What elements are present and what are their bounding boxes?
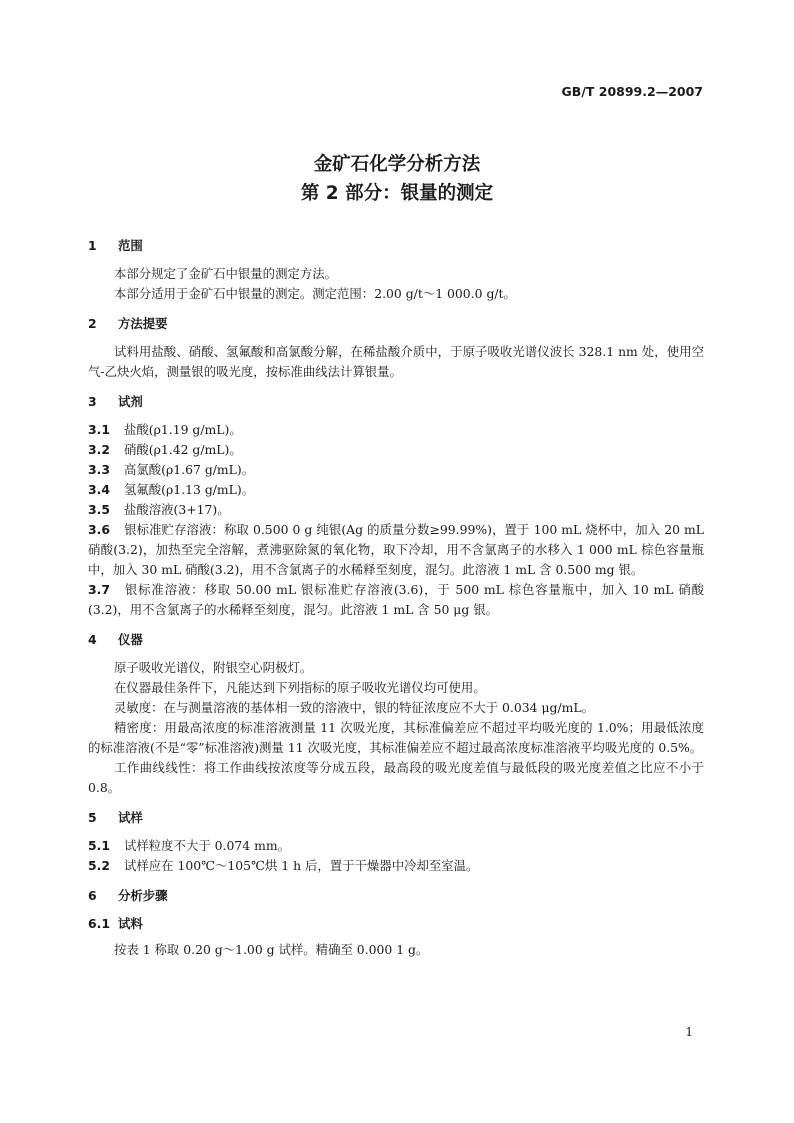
- section-heading-reagents: [88, 392, 704, 412]
- sample-item: [88, 856, 704, 876]
- item-text: 氢氟酸(ρ1.13 g/mL)。: [124, 482, 255, 497]
- subsection-number: 6.1: [88, 916, 110, 931]
- subsection-title: 试料: [118, 916, 143, 931]
- standard-code: GB/T 20899.2—2007: [561, 84, 703, 99]
- section-heading-principle: [88, 314, 704, 334]
- reagent-item: [88, 420, 704, 440]
- item-number: 5.2: [88, 858, 110, 873]
- section-title: 方法提要: [118, 316, 168, 331]
- item-text: 银标准贮存溶液：称取 0.500 0 g 纯银(Ag 的质量分数≥99.99%)，置于 100 mL 烧杯中，加入 20 mL 硝酸(3.2)，加热至完全溶解，煮沸驱除氮的氧化物，取下冷却，用不含氯离子的水移入 1 000 mL 棕色容量瓶中，加入 30 mL 硝酸(3.2)，用不含氯离子的水稀释至刻度，混匀。此溶液 1 mL 含 0.500 mg 银。: [88, 522, 704, 577]
- item-text: 银标准溶液：移取 50.00 mL 银标准贮存溶液(3.6)，于 500 mL 棕色容量瓶中，加入 10 mL 硝酸(3.2)，用不含氯离子的水稀释至刻度，混匀。此溶液 1 mL 含 50 μg 银。: [88, 582, 704, 617]
- subsection-heading-test-portion: [88, 914, 704, 934]
- item-text: 硝酸(ρ1.42 g/mL)。: [124, 442, 242, 457]
- reagent-item: [88, 500, 704, 520]
- section-heading-apparatus: [88, 630, 704, 650]
- item-text: 试样应在 100℃～105℃烘 1 h 后，置于干燥器中冷却至室温。: [124, 858, 479, 873]
- item-number: 3.7: [88, 582, 110, 597]
- section-title: 分析步骤: [118, 888, 168, 903]
- item-text: 试样粒度不大于 0.074 mm。: [124, 838, 290, 853]
- section-number: 5: [88, 810, 97, 825]
- sample-item: [88, 836, 704, 856]
- paragraph: 本部分适用于金矿石中银量的测定。测定范围：2.00 g/t～1 000.0 g/t。: [114, 286, 516, 301]
- section-number: 3: [88, 394, 97, 409]
- paragraph: 在仪器最佳条件下，凡能达到下列指标的原子吸收光谱仪均可使用。: [114, 680, 486, 695]
- item-number: 5.1: [88, 838, 110, 853]
- section-number: 4: [88, 632, 97, 647]
- section-number: 1: [88, 238, 97, 253]
- paragraph: 精密度：用最高浓度的标准溶液测量 11 次吸光度，其标准偏差应不超过平均吸光度的 1.0%；用最低浓度的标准溶液(不是“零”标准溶液)测量 11 次吸光度，其标准偏差应不超过最高浓度标准溶液平均吸光度的 0.5%。: [88, 720, 704, 755]
- paragraph: 按表 1 称取 0.20 g～1.00 g 试样。精确至 0.000 1 g。: [114, 942, 429, 957]
- reagent-item: [88, 440, 704, 460]
- paragraph: 灵敏度：在与测量溶液的基体相一致的溶液中，银的特征浓度应不大于 0.034 μg/mL。: [114, 700, 594, 715]
- item-number: 3.1: [88, 422, 110, 437]
- reagent-item: [88, 520, 704, 580]
- document-body: [88, 236, 704, 960]
- section-heading-scope: [88, 236, 704, 256]
- title-line-2: 第 2 部分：银量的测定: [300, 183, 494, 204]
- section-heading-sample: [88, 808, 704, 828]
- section-title: 试剂: [118, 394, 143, 409]
- paragraph: 工作曲线线性：将工作曲线按浓度等分成五段，最高段的吸光度差值与最低段的吸光度差值之比应不小于 0.8。: [88, 760, 704, 795]
- section-title: 试样: [118, 810, 143, 825]
- item-number: 3.3: [88, 462, 110, 477]
- paragraph: 本部分规定了金矿石中银量的测定方法。: [114, 266, 338, 281]
- section-title: 仪器: [118, 632, 143, 647]
- item-text: 盐酸溶液(3+17)。: [124, 502, 230, 517]
- item-number: 3.2: [88, 442, 110, 457]
- title-line-1: 金矿石化学分析方法: [313, 154, 481, 175]
- paragraph: 原子吸收光谱仪，附银空心阴极灯。: [114, 660, 313, 675]
- paragraph: 试料用盐酸、硝酸、氢氟酸和高氯酸分解，在稀盐酸介质中，于原子吸收光谱仪波长 328.1 nm 处，使用空气-乙炔火焰，测量银的吸光度，按标准曲线法计算银量。: [88, 344, 704, 379]
- page-number: 1: [685, 1025, 693, 1039]
- item-number: 3.6: [88, 522, 110, 537]
- item-number: 3.5: [88, 502, 110, 517]
- section-number: 2: [88, 316, 97, 331]
- reagent-item: [88, 580, 704, 620]
- reagent-item: [88, 460, 704, 480]
- item-text: 盐酸(ρ1.19 g/mL)。: [124, 422, 242, 437]
- reagent-item: [88, 480, 704, 500]
- item-text: 高氯酸(ρ1.67 g/mL)。: [124, 462, 255, 477]
- item-number: 3.4: [88, 482, 110, 497]
- section-number: 6: [88, 888, 97, 903]
- section-title: 范围: [118, 238, 143, 253]
- section-heading-procedure: [88, 886, 704, 906]
- document-title: [0, 150, 794, 208]
